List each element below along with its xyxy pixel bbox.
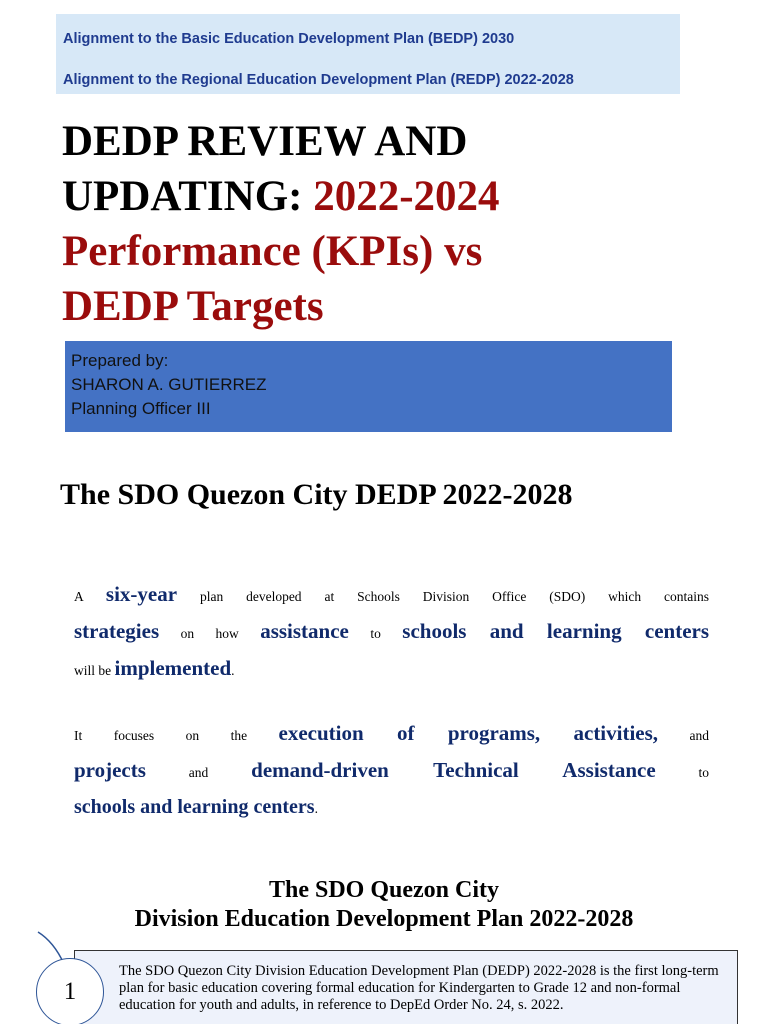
preparer-name: SHARON A. GUTIERREZ xyxy=(71,375,267,394)
page-title xyxy=(62,114,702,334)
dedp-definition-paragraph xyxy=(74,577,709,688)
para2-and2: and xyxy=(188,765,209,780)
para2-projects: projects xyxy=(74,758,146,782)
title-part1: DEDP REVIEW AND xyxy=(62,118,468,165)
dedp-sub-heading xyxy=(0,876,768,934)
title-line3: Performance (KPIs) vs xyxy=(62,228,483,275)
para1-strategies: strategies xyxy=(74,619,160,643)
sub-heading-line2: Division Education Development Plan 2022-2028 xyxy=(134,906,634,932)
dedp-focus-paragraph xyxy=(74,716,709,826)
para2-to: to xyxy=(698,765,710,780)
para1-period: . xyxy=(231,663,235,678)
dedp-description-box xyxy=(74,950,738,1024)
item-number-badge: 1 xyxy=(36,958,104,1024)
bedp-alignment-text: Alignment to the Basic Education Development Plan (BEDP) 2030 xyxy=(63,31,515,47)
prepared-label: Prepared by: xyxy=(71,351,169,370)
section-heading: The SDO Quezon City DEDP 2022-2028 xyxy=(60,478,573,511)
para2-demand: demand-driven Technical Assistance xyxy=(251,758,656,782)
alignment-box xyxy=(56,14,680,94)
para1-assistance: assistance xyxy=(260,619,349,643)
para2-and1: and xyxy=(689,728,710,743)
para2-it-focuses: It focuses on the xyxy=(74,728,248,743)
prepared-by-box xyxy=(65,341,672,432)
redp-alignment-text: Alignment to the Regional Education Development Plan (REDP) 2022-2028 xyxy=(63,72,574,88)
para1-implemented: implemented xyxy=(114,656,232,680)
para2-schools: schools and learning centers xyxy=(74,796,315,818)
para1-six-year: six-year xyxy=(105,582,178,606)
title-years: 2022-2024 xyxy=(313,173,500,220)
dedp-description-text: The SDO Quezon City Division Education Development Plan (DEDP) 2022-2028 is the first long-term plan for basic education covering formal education for Kindergarten to Grade 12 and non-formal education for youth and adults, in reference to DepEd Order No. 24, s. 2022. xyxy=(119,963,719,1013)
para2-period: . xyxy=(314,801,318,816)
para1-a: A xyxy=(74,589,84,604)
title-part2: UPDATING: xyxy=(62,173,303,220)
preparer-position: Planning Officer III xyxy=(71,399,211,418)
para1-to: to xyxy=(370,626,381,641)
para1-will-be: will be xyxy=(74,663,112,678)
para1-plan-text: plan developed at Schools Division Office (SDO) which contains xyxy=(199,589,709,604)
para1-on-how: on how xyxy=(180,626,239,641)
sub-heading-line1: The SDO Quezon City xyxy=(268,877,499,903)
para1-schools: schools and learning centers xyxy=(402,619,710,643)
title-line4: DEDP Targets xyxy=(62,283,324,330)
para2-execution: execution of programs, activities, xyxy=(278,721,659,745)
